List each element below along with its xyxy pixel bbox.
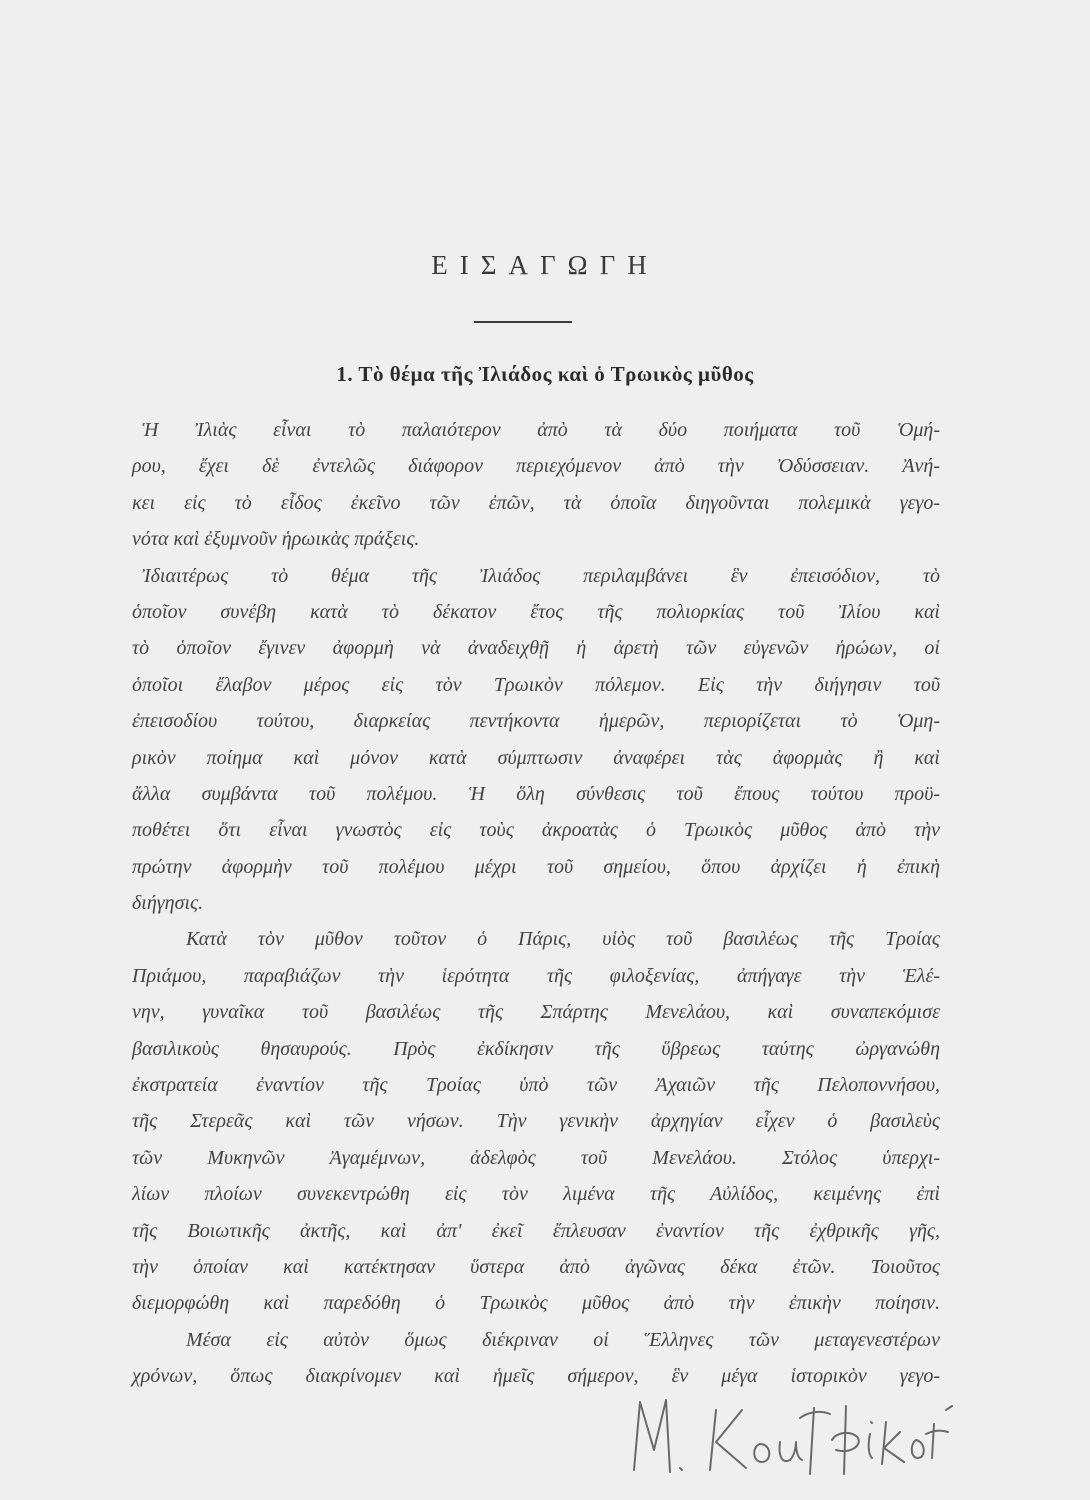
text-line: Ἡ Ἰλιὰς εἶναι τὸ παλαιότερον ἀπὸ τὰ δύο ποιήματα τοῦ Ὁμή- [142,419,940,441]
text-line: βασιλικοὺς θησαυρούς. Πρὸς ἐκδίκησιν τῆς ὕβρεως ταύτης ὠργανώθη [132,1037,940,1060]
text-line: ὁποῖοι ἔλαβον μέρος εἰς τὸν Τρωικὸν πόλεμον. Εἰς τὴν διήγησιν τοῦ [132,673,940,696]
title-divider [474,321,572,323]
text-line: τῶν Μυκηνῶν Ἀγαμέμνων, ἀδελφὸς τοῦ Μενελάου. Στόλος ὑπερχι- [132,1146,940,1169]
text-line: ρου, ἔχει δὲ ἐντελῶς διάφορον περιεχόμενον ἀπὸ τὴν Ὀδύσσειαν. Ἀνή- [132,455,940,478]
handwritten-signature [620,1388,980,1478]
signature-drawing [620,1388,980,1478]
text-line: κει εἰς τὸ εἶδος ἐκεῖνο τῶν ἐπῶν, τὰ ὁποῖα διηγοῦνται πολεμικὰ γεγο- [132,491,940,514]
text-line: νην, γυναῖκα τοῦ βασιλέως τῆς Σπάρτης Μενελάου, καὶ συναπεκόμισε [132,1001,940,1024]
text-line: τὴν ὁποίαν καὶ κατέκτησαν ὕστερα ἀπὸ ἀγῶνας δέκα ἐτῶν. Τοιοῦτος [132,1255,940,1278]
text-line: ἐπεισοδίου τούτου, διαρκείας πεντήκοντα ἡμερῶν, περιορίζεται τὸ Ὁμη- [132,710,940,733]
text-line: πρώτην ἀφορμὴν τοῦ πολέμου μέχρι τοῦ σημείου, ὅπου ἀρχίζει ἡ ἐπικὴ [132,855,940,878]
chapter-title: ΕΙΣΑΓΩΓΗ [431,250,659,280]
text-line: τῆς Στερεᾶς καὶ τῶν νήσων. Τὴν γενικὴν ἀρχηγίαν εἶχεν ὁ βασιλεὺς [132,1110,940,1133]
text-line: διεμορφώθη καὶ παρεδόθη ὁ Τρωικὸς μῦθος ἀπὸ τὴν ἐπικὴν ποίησιν. [132,1292,940,1315]
text-line: Ἰδιαιτέρως τὸ θέμα τῆς Ἰλιάδος περιλαμβάνει ἓν ἐπεισόδιον, τὸ [142,564,940,587]
text-line: τῆς Βοιωτικῆς ἀκτῆς, καὶ ἀπ' ἐκεῖ ἔπλευσαν ἐναντίον τῆς ἐχθρικῆς γῆς, [132,1219,940,1242]
text-line: λίων πλοίων συνεκεντρώθη εἰς τὸν λιμένα τῆς Αὐλίδος, κειμένης ἐπὶ [132,1183,940,1206]
text-line: Κατὰ τὸν μῦθον τοῦτον ὁ Πάρις, υἱὸς τοῦ βασιλέως τῆς Τροίας [186,928,940,951]
text-line: ὁποῖον συνέβη κατὰ τὸ δέκατον ἔτος τῆς πολιορκίας τοῦ Ἰλίου καὶ [132,600,940,623]
text-line: ρικὸν ποίημα καὶ μόνον κατὰ σύμπτωσιν ἀναφέρει τὰς ἀφορμὰς ἢ καὶ [132,746,940,769]
text-line: Πριάμου, παραβιάζων τὴν ἱερότητα τῆς φιλοξενίας, ἀπήγαγε τὴν Ἑλέ- [132,964,940,987]
text-line: ἄλλα συμβάντα τοῦ πολέμου. Ἡ ὅλη σύνθεσις τοῦ ἔπους τούτου προϋ- [132,782,940,805]
section-heading: 1. Τὸ θέμα τῆς Ἰλιάδος καὶ ὁ Τρωικὸς μῦθος [336,362,754,386]
text-line: διήγησις. [132,892,204,915]
body-text [132,412,940,1395]
text-line: ἐκστρατεία ἐναντίον τῆς Τροίας ὑπὸ τῶν Ἀχαιῶν τῆς Πελοποννήσου, [132,1074,940,1097]
text-line: Μέσα εἰς αὐτὸν ὅμως διέκριναν οἱ Ἕλληνες τῶν μεταγενεστέρων [186,1328,940,1351]
text-line: νότα καὶ ἐξυμνοῦν ἡρωικὰς πράξεις. [132,528,420,551]
text-line: ποθέτει ὅτι εἶναι γνωστὸς εἰς τοὺς ἀκροατὰς ὁ Τρωικὸς μῦθος ἀπὸ τὴν [132,819,940,842]
text-line: τὸ ὁποῖον ἔγινεν ἀφορμὴ νὰ ἀναδειχθῇ ἡ ἀρετὴ τῶν εὐγενῶν ἡρώων, οἱ [132,637,940,660]
text-line: χρόνων, ὅπως διακρίνομεν καὶ ἡμεῖς σήμερον, ἓν μέγα ἱστορικὸν γεγο- [132,1365,940,1388]
